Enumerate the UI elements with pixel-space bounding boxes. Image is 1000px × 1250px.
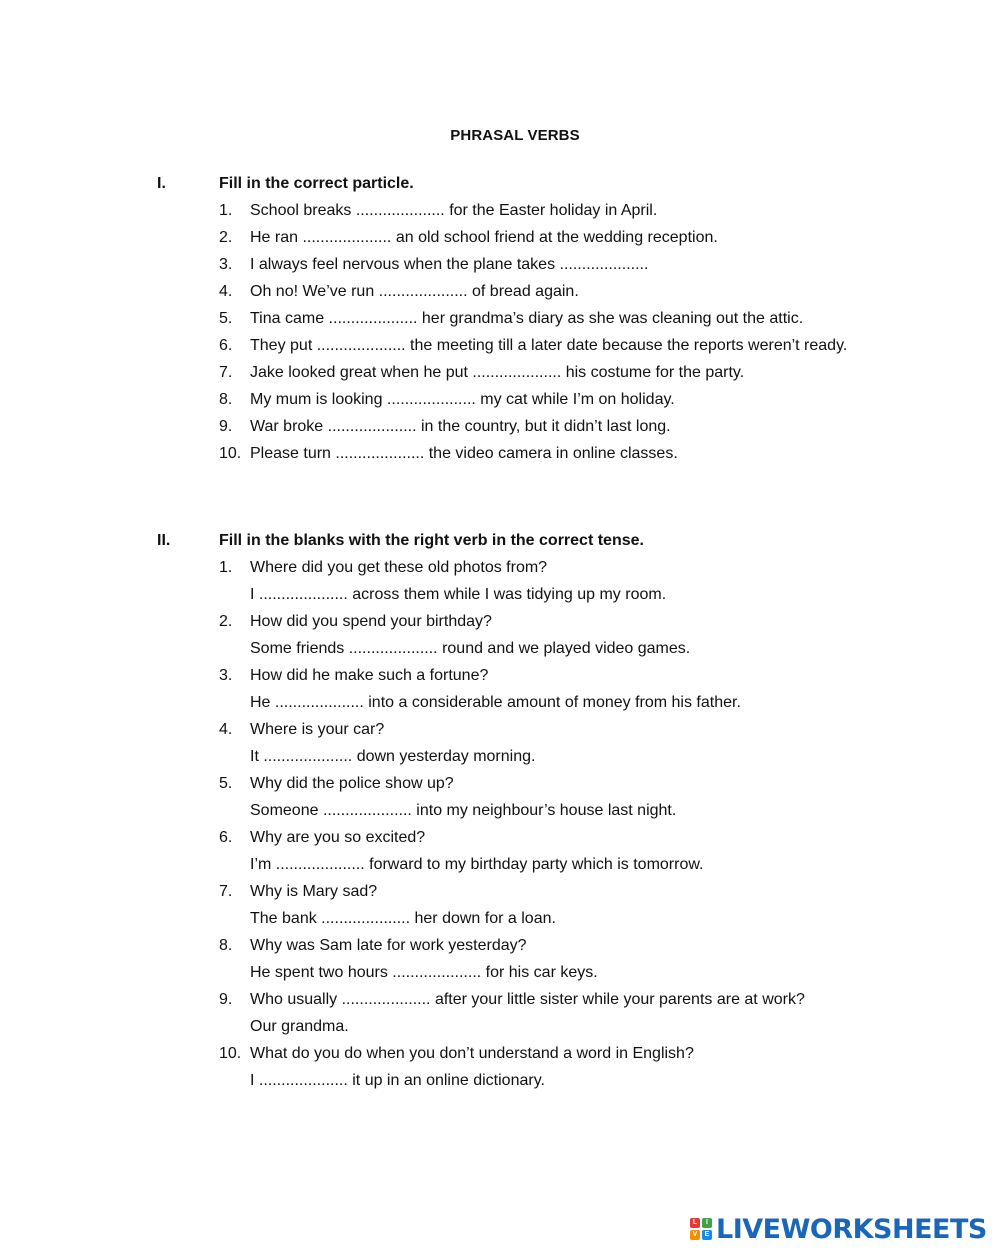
section-instruction: Fill in the correct particle. [219,175,414,192]
exercise-item [0,283,1000,310]
item-number: 6. [219,337,233,354]
exercise-item [0,445,1000,472]
section-particles [0,175,1000,472]
worksheet-title: PHRASAL VERBS [450,127,580,144]
item-answer: He .................... into a considerable amount of money from his father. [250,694,741,711]
item-sentence: Tina came .................... her grandma’s diary as she was cleaning out the attic. [250,310,804,327]
section-header [0,532,1000,559]
item-sentence: Oh no! We’ve run .................... of bread again. [250,283,579,300]
item-question: Who usually .................... after your little sister while your parents are at work? [250,991,805,1008]
item-answer: Someone .................... into my neighbour’s house last night. [250,802,677,819]
section-numeral: II. [157,532,171,549]
exercise-item [0,229,1000,256]
logo-text: LIVEWORKSHEETS [716,1213,987,1245]
item-number: 5. [219,775,233,792]
item-answer: It .................... down yesterday morning. [250,748,536,765]
item-answer: I .................... across them while I was tidying up my room. [250,586,667,603]
item-number: 7. [219,883,233,900]
section-header [0,175,1000,202]
exercise-item [0,337,1000,364]
exercise-item [0,613,1000,667]
exercise-item [0,310,1000,337]
item-number: 7. [219,364,233,381]
item-number: 3. [219,667,233,684]
item-question: Why did the police show up? [250,775,454,792]
exercise-item [0,391,1000,418]
exercise-item [0,775,1000,829]
item-answer: The bank .................... her down for a loan. [250,910,556,927]
liveworksheets-logo [690,1211,987,1247]
item-sentence: War broke .................... in the country, but it didn’t last long. [250,418,671,435]
item-number: 2. [219,613,233,630]
item-question: How did you spend your birthday? [250,613,492,630]
exercise-item [0,937,1000,991]
logo-block: E [702,1230,712,1240]
exercise-item [0,559,1000,613]
item-number: 3. [219,256,233,273]
item-number: 1. [219,202,233,219]
logo-block: L [690,1218,700,1228]
section-numeral: I. [157,175,166,192]
item-question: Why is Mary sad? [250,883,378,900]
item-sentence: They put .................... the meeting till a later date because the reports weren’t ready. [250,337,848,354]
item-question: Where is your car? [250,721,385,738]
item-sentence: He ran .................... an old school friend at the wedding reception. [250,229,718,246]
item-answer: I’m .................... forward to my birthday party which is tomorrow. [250,856,704,873]
exercise-item [0,1045,1000,1099]
item-number: 2. [219,229,233,246]
exercise-item [0,364,1000,391]
item-number: 10. [219,445,242,462]
item-question: What do you do when you don’t understand a word in English? [250,1045,694,1062]
item-sentence: Jake looked great when he put .................... his costume for the party. [250,364,745,381]
exercise-item [0,256,1000,283]
item-answer: Some friends .................... round and we played video games. [250,640,691,657]
item-sentence: I always feel nervous when the plane takes .................... [250,256,649,273]
item-number: 4. [219,721,233,738]
item-question: Why are you so excited? [250,829,426,846]
exercise-item [0,829,1000,883]
exercise-item [0,883,1000,937]
exercise-item [0,721,1000,775]
logo-blocks-icon [690,1218,712,1240]
item-number: 8. [219,937,233,954]
item-answer: He spent two hours .................... for his car keys. [250,964,598,981]
logo-block: I [702,1218,712,1228]
item-question: How did he make such a fortune? [250,667,489,684]
exercise-item [0,202,1000,229]
section-verbs [0,532,1000,1099]
exercise-item [0,667,1000,721]
item-sentence: School breaks .................... for the Easter holiday in April. [250,202,658,219]
item-number: 10. [219,1045,242,1062]
item-number: 1. [219,559,233,576]
item-answer: I .................... it up in an online dictionary. [250,1072,545,1089]
item-number: 9. [219,418,233,435]
item-sentence: My mum is looking .................... my cat while I’m on holiday. [250,391,675,408]
item-number: 6. [219,829,233,846]
logo-block: V [690,1230,700,1240]
item-number: 4. [219,283,233,300]
item-question: Why was Sam late for work yesterday? [250,937,527,954]
item-number: 5. [219,310,233,327]
exercise-item [0,991,1000,1045]
item-number: 8. [219,391,233,408]
item-question: Where did you get these old photos from? [250,559,548,576]
item-answer: Our grandma. [250,1018,349,1035]
exercise-item [0,418,1000,445]
item-number: 9. [219,991,233,1008]
section-instruction: Fill in the blanks with the right verb in the correct tense. [219,532,644,549]
item-sentence: Please turn .................... the video camera in online classes. [250,445,678,462]
